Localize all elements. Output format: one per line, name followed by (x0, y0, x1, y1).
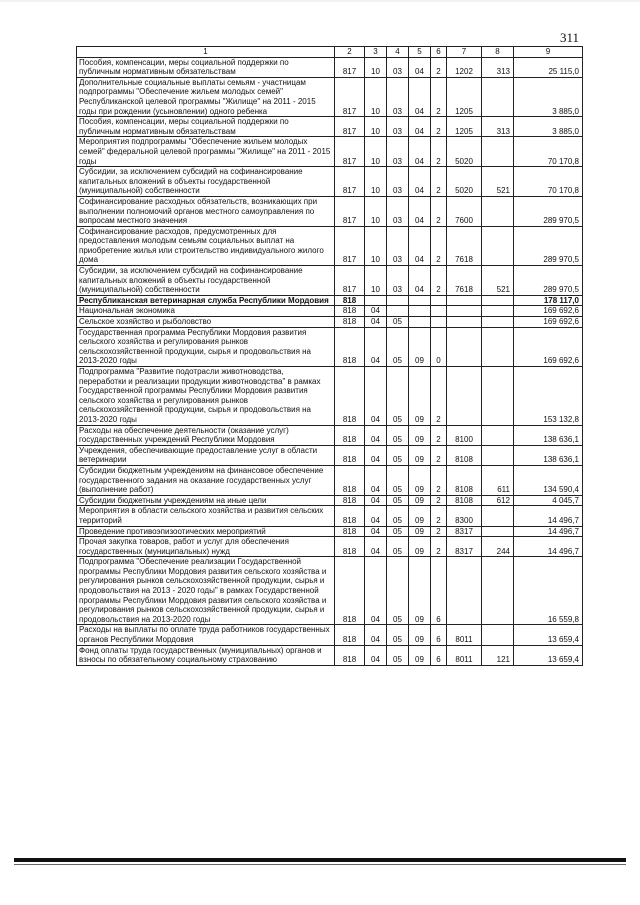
row-code-expense-type (482, 295, 514, 306)
row-description: Национальная экономика (77, 306, 335, 317)
table-row (77, 317, 583, 328)
row-code-admin: 817 (335, 226, 365, 265)
row-code-expense-type: 313 (482, 117, 514, 137)
row-code-article: 8108 (447, 495, 482, 506)
row-code-subprogram: 6 (431, 625, 447, 645)
row-code-expense-type (482, 506, 514, 526)
table-row (77, 537, 583, 557)
table-row (77, 526, 583, 537)
row-code-section: 04 (365, 625, 387, 645)
table-row (77, 306, 583, 317)
row-amount: 138 636,1 (514, 445, 583, 465)
row-code-section: 04 (365, 465, 387, 495)
row-code-program: 09 (409, 557, 431, 625)
table-row (77, 425, 583, 445)
row-code-expense-type: 521 (482, 167, 514, 197)
row-code-article: 8317 (447, 526, 482, 537)
row-description: Государственная программа Республики Мордовия развития сельского хозяйства и регулирования рынков сельскохозяйственной продукции, сырья и продовольствия на 2013-2020 годы (77, 327, 335, 366)
row-code-subsection (387, 306, 409, 317)
table-row (77, 445, 583, 465)
row-code-expense-type: 611 (482, 465, 514, 495)
row-code-subprogram: 2 (431, 57, 447, 77)
row-description: Расходы на выплаты по оплате труда работников государственных органов Республики Мордовия (77, 625, 335, 645)
header-cell: 2 (335, 47, 365, 58)
row-code-subprogram: 2 (431, 266, 447, 296)
row-code-subprogram: 2 (431, 367, 447, 426)
table-row (77, 196, 583, 226)
table-row (77, 625, 583, 645)
header-cell: 9 (514, 47, 583, 58)
row-code-subprogram: 2 (431, 117, 447, 137)
row-code-program: 04 (409, 226, 431, 265)
table-row (77, 266, 583, 296)
row-amount: 4 045,7 (514, 495, 583, 506)
row-code-expense-type (482, 425, 514, 445)
row-code-admin: 818 (335, 506, 365, 526)
table-row (77, 645, 583, 665)
row-code-program (409, 295, 431, 306)
row-code-section: 10 (365, 77, 387, 116)
row-code-subsection: 03 (387, 57, 409, 77)
row-code-expense-type (482, 306, 514, 317)
row-code-article: 1205 (447, 77, 482, 116)
scan-bottom-border (14, 858, 626, 862)
row-code-admin: 818 (335, 295, 365, 306)
row-code-admin: 818 (335, 557, 365, 625)
row-code-subsection: 05 (387, 495, 409, 506)
budget-table (76, 46, 583, 666)
row-code-subprogram: 2 (431, 77, 447, 116)
row-code-admin: 818 (335, 537, 365, 557)
row-code-expense-type (482, 625, 514, 645)
row-code-subprogram: 2 (431, 526, 447, 537)
row-code-program (409, 306, 431, 317)
row-code-section: 04 (365, 506, 387, 526)
row-code-program: 04 (409, 167, 431, 197)
row-code-subsection: 05 (387, 327, 409, 366)
row-description: Республиканская ветеринарная служба Республики Мордовия (77, 295, 335, 306)
row-code-article (447, 295, 482, 306)
row-code-admin: 818 (335, 327, 365, 366)
row-code-expense-type (482, 445, 514, 465)
row-description: Пособия, компенсации, меры социальной поддержки по публичным нормативным обязательствам (77, 57, 335, 77)
row-code-subsection: 05 (387, 317, 409, 328)
row-code-program: 09 (409, 506, 431, 526)
row-code-program: 04 (409, 266, 431, 296)
table-row (77, 495, 583, 506)
row-code-admin: 818 (335, 645, 365, 665)
row-code-section: 04 (365, 445, 387, 465)
row-code-admin: 818 (335, 625, 365, 645)
row-code-article (447, 317, 482, 328)
row-amount: 153 132,8 (514, 367, 583, 426)
row-description: Субсидии, за исключением субсидий на софинансирование капитальных вложений в объекты государственной (муниципальной) собственности (77, 266, 335, 296)
table-row (77, 167, 583, 197)
row-description: Подпрограмма "Развитие подотрасли животноводства, переработки и реализации продукции животноводства" в рамках Государственной программы Республики Мордовия развития сельского хозяйства и регулирования рынков сельскохозяйственной продукции, сырья и продовольствия на 2013-2020 годы (77, 367, 335, 426)
row-amount: 138 636,1 (514, 425, 583, 445)
row-amount: 3 885,0 (514, 77, 583, 116)
row-code-program: 04 (409, 57, 431, 77)
row-code-section: 04 (365, 425, 387, 445)
row-description: Субсидии, за исключением субсидий на софинансирование капитальных вложений в объекты государственной (муниципальной) собственности (77, 167, 335, 197)
row-code-article: 8108 (447, 445, 482, 465)
row-code-expense-type: 121 (482, 645, 514, 665)
header-row (77, 47, 583, 58)
row-code-article: 8317 (447, 537, 482, 557)
row-amount: 289 970,5 (514, 266, 583, 296)
header-cell: 6 (431, 47, 447, 58)
row-code-expense-type: 521 (482, 266, 514, 296)
row-amount: 13 659,4 (514, 645, 583, 665)
table-row (77, 557, 583, 625)
row-code-section: 04 (365, 645, 387, 665)
row-amount: 70 170,8 (514, 137, 583, 167)
row-code-subsection: 05 (387, 526, 409, 537)
table-row (77, 137, 583, 167)
row-description: Расходы на обеспечение деятельности (оказание услуг) государственных учреждений Республики Мордовия (77, 425, 335, 445)
row-code-subsection: 03 (387, 266, 409, 296)
row-code-admin: 817 (335, 196, 365, 226)
row-description: Субсидии бюджетным учреждениям на иные цели (77, 495, 335, 506)
table-row (77, 506, 583, 526)
row-description: Мероприятия подпрограммы "Обеспечение жильем молодых семей" федеральной целевой программы "Жилище" на 2011 - 2015 годы (77, 137, 335, 167)
row-code-program: 09 (409, 327, 431, 366)
row-code-subprogram: 2 (431, 445, 447, 465)
row-code-expense-type (482, 317, 514, 328)
table-row (77, 295, 583, 306)
row-description: Фонд оплаты труда государственных (муниципальных) органов и взносы по обязательному социальному страхованию (77, 645, 335, 665)
row-code-subsection: 05 (387, 537, 409, 557)
row-code-article (447, 327, 482, 366)
row-code-admin: 817 (335, 77, 365, 116)
row-code-subprogram: 2 (431, 196, 447, 226)
header-cell: 5 (409, 47, 431, 58)
row-code-subsection: 05 (387, 367, 409, 426)
row-description: Софинансирование расходных обязательств, возникающих при выполнении полномочий органов местного самоуправления по вопросам местного значения (77, 196, 335, 226)
row-code-section: 10 (365, 266, 387, 296)
row-code-section: 04 (365, 557, 387, 625)
row-code-subsection: 05 (387, 557, 409, 625)
row-code-subprogram (431, 295, 447, 306)
header-cell: 3 (365, 47, 387, 58)
row-code-subsection (387, 295, 409, 306)
header-cell: 8 (482, 47, 514, 58)
row-amount: 169 692,6 (514, 306, 583, 317)
row-code-program: 09 (409, 425, 431, 445)
row-code-article: 5020 (447, 167, 482, 197)
row-code-subprogram: 2 (431, 226, 447, 265)
row-code-program: 09 (409, 645, 431, 665)
row-amount: 178 117,0 (514, 295, 583, 306)
row-code-section: 10 (365, 137, 387, 167)
row-code-program: 04 (409, 196, 431, 226)
row-code-article: 1205 (447, 117, 482, 137)
row-code-section: 04 (365, 367, 387, 426)
row-code-expense-type: 244 (482, 537, 514, 557)
row-code-program: 09 (409, 495, 431, 506)
row-code-admin: 818 (335, 425, 365, 445)
row-description: Подпрограмма "Обеспечение реализации Государственной программы Республики Мордовия развития сельского хозяйства и регулирования рынков сельскохозяйственной продукции, сырья и продовольствия на 2013 - 2020 годы" в рамках Государственной программы Республики Мордовия развития сельского хозяйства и регулирования рынков сельскохозяйственной продукции, сырья и продовольствия на 2013-2020 годы (77, 557, 335, 625)
row-code-article: 8100 (447, 425, 482, 445)
row-code-program: 04 (409, 117, 431, 137)
row-code-admin: 818 (335, 445, 365, 465)
scan-bottom-border-thin (14, 864, 626, 865)
row-code-section: 04 (365, 306, 387, 317)
scan-top-edge (0, 0, 640, 2)
row-amount: 14 496,7 (514, 537, 583, 557)
row-code-subprogram: 2 (431, 506, 447, 526)
row-code-admin: 818 (335, 465, 365, 495)
row-code-subsection: 03 (387, 117, 409, 137)
row-description: Проведение противоэпизоотических мероприятий (77, 526, 335, 537)
row-amount: 169 692,6 (514, 327, 583, 366)
row-amount: 16 559,8 (514, 557, 583, 625)
row-code-section: 10 (365, 117, 387, 137)
row-code-admin: 818 (335, 306, 365, 317)
row-code-section: 04 (365, 495, 387, 506)
row-code-admin: 817 (335, 57, 365, 77)
table-row (77, 77, 583, 116)
row-code-section: 04 (365, 537, 387, 557)
row-amount: 169 692,6 (514, 317, 583, 328)
row-amount: 13 659,4 (514, 625, 583, 645)
row-code-subsection: 05 (387, 625, 409, 645)
row-code-subsection: 05 (387, 506, 409, 526)
row-amount: 289 970,5 (514, 226, 583, 265)
row-code-expense-type: 313 (482, 57, 514, 77)
row-code-subprogram: 0 (431, 327, 447, 366)
row-description: Софинансирование расходов, предусмотренных для предоставления молодым семьям социальных выплат на приобретение жилья или строительство индивидуального жилого дома (77, 226, 335, 265)
row-code-article (447, 306, 482, 317)
row-code-expense-type (482, 226, 514, 265)
row-amount: 3 885,0 (514, 117, 583, 137)
row-code-program: 09 (409, 537, 431, 557)
table-row (77, 57, 583, 77)
row-code-subprogram: 6 (431, 645, 447, 665)
row-code-section: 10 (365, 226, 387, 265)
header-cell: 1 (77, 47, 335, 58)
row-code-article: 7618 (447, 266, 482, 296)
row-code-program: 04 (409, 77, 431, 116)
row-code-program: 09 (409, 526, 431, 537)
row-description: Прочая закупка товаров, работ и услуг для обеспечения государственных (муниципальных) нужд (77, 537, 335, 557)
row-code-subsection: 03 (387, 77, 409, 116)
row-code-article (447, 367, 482, 426)
row-code-subsection: 05 (387, 465, 409, 495)
row-amount: 14 496,7 (514, 506, 583, 526)
row-code-admin: 818 (335, 526, 365, 537)
row-code-section: 10 (365, 57, 387, 77)
row-description: Сельское хозяйство и рыболовство (77, 317, 335, 328)
row-code-expense-type (482, 196, 514, 226)
row-code-article: 8011 (447, 625, 482, 645)
row-code-admin: 818 (335, 367, 365, 426)
row-code-program: 09 (409, 465, 431, 495)
row-description: Дополнительные социальные выплаты семьям - участницам подпрограммы "Обеспечение жильем молодых семей" Республиканской целевой программы "Жилище" на 2011 - 2015 годы при рождении (усыновлении) одного ребенка (77, 77, 335, 116)
row-code-program: 09 (409, 445, 431, 465)
row-code-expense-type: 612 (482, 495, 514, 506)
table-row (77, 226, 583, 265)
row-code-article: 8108 (447, 465, 482, 495)
row-code-expense-type (482, 557, 514, 625)
row-code-section: 10 (365, 167, 387, 197)
row-code-subprogram: 2 (431, 495, 447, 506)
row-code-admin: 817 (335, 266, 365, 296)
row-code-article: 8300 (447, 506, 482, 526)
row-code-subsection: 05 (387, 645, 409, 665)
row-code-subprogram (431, 317, 447, 328)
row-code-section: 04 (365, 327, 387, 366)
row-code-expense-type (482, 327, 514, 366)
row-code-admin: 818 (335, 317, 365, 328)
row-amount: 14 496,7 (514, 526, 583, 537)
row-code-article: 1202 (447, 57, 482, 77)
header-cell: 7 (447, 47, 482, 58)
row-code-subsection: 03 (387, 196, 409, 226)
row-code-subprogram: 2 (431, 537, 447, 557)
row-amount: 25 115,0 (514, 57, 583, 77)
row-code-subsection: 03 (387, 137, 409, 167)
table-row (77, 367, 583, 426)
row-code-article: 5020 (447, 137, 482, 167)
row-code-admin: 817 (335, 137, 365, 167)
row-code-subprogram (431, 306, 447, 317)
row-code-program: 04 (409, 137, 431, 167)
row-code-subsection: 03 (387, 167, 409, 197)
row-code-article: 7600 (447, 196, 482, 226)
row-code-expense-type (482, 526, 514, 537)
row-code-section: 10 (365, 196, 387, 226)
row-code-subsection: 05 (387, 445, 409, 465)
row-code-admin: 817 (335, 167, 365, 197)
row-code-section: 04 (365, 317, 387, 328)
row-description: Мероприятия в области сельского хозяйства и развития сельских территорий (77, 506, 335, 526)
row-code-article: 8011 (447, 645, 482, 665)
row-code-subprogram: 6 (431, 557, 447, 625)
row-code-subprogram: 2 (431, 167, 447, 197)
page-number: 311 (560, 30, 580, 45)
header-cell: 4 (387, 47, 409, 58)
row-amount: 289 970,5 (514, 196, 583, 226)
row-amount: 70 170,8 (514, 167, 583, 197)
row-code-program (409, 317, 431, 328)
row-code-expense-type (482, 367, 514, 426)
row-code-section: 04 (365, 526, 387, 537)
row-code-program: 09 (409, 625, 431, 645)
table-row (77, 117, 583, 137)
row-code-subprogram: 2 (431, 465, 447, 495)
row-code-article: 7618 (447, 226, 482, 265)
row-description: Пособия, компенсации, меры социальной поддержки по публичным нормативным обязательствам (77, 117, 335, 137)
row-code-admin: 818 (335, 495, 365, 506)
row-code-expense-type (482, 137, 514, 167)
row-description: Учреждения, обеспечивающие предоставление услуг в области ветеринарии (77, 445, 335, 465)
row-code-section (365, 295, 387, 306)
table-row (77, 327, 583, 366)
row-code-subsection: 03 (387, 226, 409, 265)
row-code-subprogram: 2 (431, 137, 447, 167)
row-code-subsection: 05 (387, 425, 409, 445)
table-body (77, 57, 583, 665)
row-code-admin: 817 (335, 117, 365, 137)
row-code-expense-type (482, 77, 514, 116)
row-description: Субсидии бюджетным учреждениям на финансовое обеспечение государственного задания на оказание государственных услуг (выполнение работ) (77, 465, 335, 495)
row-code-program: 09 (409, 367, 431, 426)
row-code-article (447, 557, 482, 625)
row-code-subprogram: 2 (431, 425, 447, 445)
table-row (77, 465, 583, 495)
row-amount: 134 590,4 (514, 465, 583, 495)
